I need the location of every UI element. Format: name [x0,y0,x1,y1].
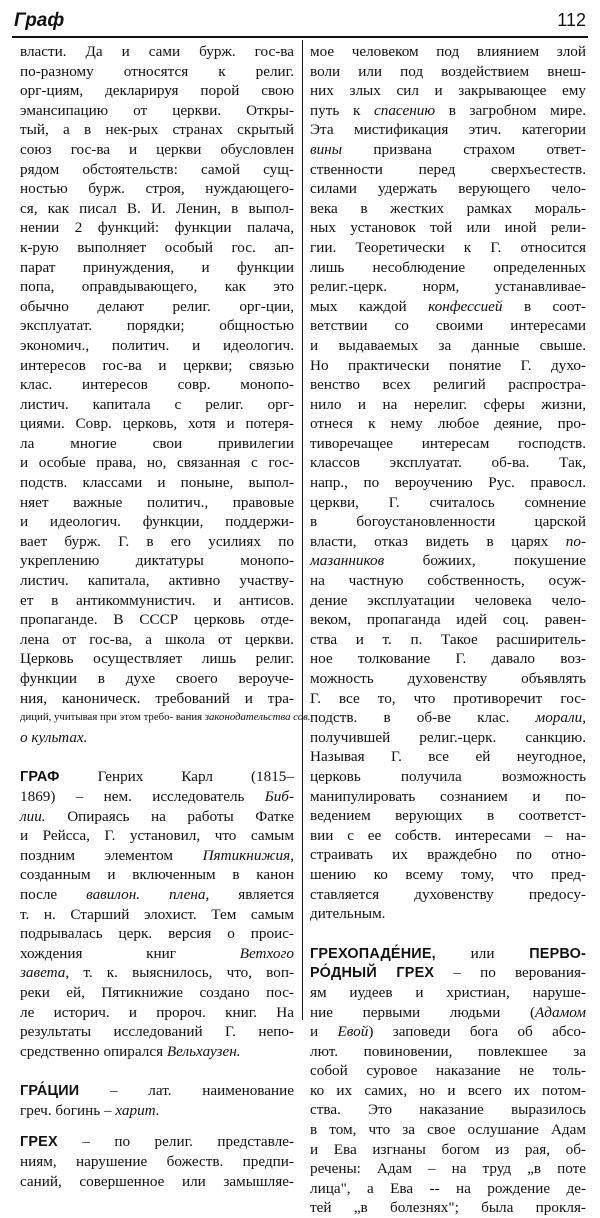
text-line: созданным и включенным в канон [20,866,294,884]
text-line: вает бурж. Г. в его усилиях по [20,532,294,550]
text-line: путь к спасению в загробном мире. [310,101,587,119]
text-line: страивать их враждебно по отно- [310,846,586,864]
text-line: нении 2 функций: функции палача, [20,219,294,237]
right-column [310,42,586,1218]
headword: ГРЕХОПАДЕ́НИЕ, [310,945,436,962]
text-line: эмансипацию от церкви. Откры- [20,101,294,119]
text-line: 1869) – нем. исследователь Биб- [20,787,294,805]
text-line: и Рейсса, Г. установил, что самым [20,827,294,845]
text-line: ностью бурж. строя, нуждающего- [20,180,294,198]
text-line: можность духовенству объявлять [310,670,586,687]
headword: ГРА́ЦИИ [20,1083,80,1100]
text-line: и особые права, но, связанная с гос- [20,454,294,472]
text-line: и Ева изгнаны богом из рая, об- [310,1140,586,1158]
text-line: лица", а Ева -- на рождение де- [310,1179,586,1197]
entry-graf [20,767,294,1061]
text-line: греч. богинь – харит. [20,1101,160,1119]
text-line: т. н. Старший элохист. Тем самым [20,905,294,923]
text-line: религ.-церк. норм, устанавливае- [310,278,586,296]
text-line: экономич., политич. и идеологич. [20,336,294,354]
text-line: века в жестких рамках мораль- [310,199,586,217]
text-line: ведением верующих в соответст- [310,807,586,825]
text-line: ГРАФ Генрих Карл (1815– [20,768,294,786]
entry-grekh [20,1132,294,1191]
page-header [14,8,586,34]
text-line: листич. капитала с религ. орг- [20,395,294,413]
text-line: получившей религ.-церк. санкцию. [310,728,586,746]
text-line: ное толкование Г. давало воз- [310,650,586,668]
text-line: ства. Это наказание выразилось [310,1101,586,1119]
text-line: эксплуатат. порядки; общностью [20,317,294,335]
text-line: реки ей, Пятикнижие создано пос- [20,983,294,1001]
text-line: них злых сил и закрывающее ему [310,82,586,100]
text-line: дительным. [310,905,386,923]
text-line: поздним элементом Пятикнижия, [20,846,294,864]
text-line: союз гос-ва и церкви обусловлен [20,140,294,158]
text-line: обычно делают религ. орг-ции, [20,297,294,315]
text-line: РО́ДНЫЙ ГРЕХ – по верования- [310,964,586,982]
text-line: ных установок той или иной рели- [310,219,586,237]
text-line: лют. повиновении, повлекшее за [310,1042,586,1060]
text-line: тиворечащее интересам господств. [310,434,586,452]
text-line: ла многие свои привилегии [20,434,294,452]
text-line: ние первыми людьми (Адамом [310,1003,586,1021]
text-line: и Евой) заповеди бога об абсо- [310,1023,586,1041]
column-divider [302,40,303,1020]
text-line: Эта мистификация этич. категории [310,121,586,139]
text-line: функции в духе своего вероуче- [20,670,294,687]
text-line: средственно опирался Вельхаузен. [20,1042,241,1060]
text-line: клас. интересов совр. монопо- [20,376,294,394]
running-title: Граф [14,10,65,31]
text-line: и выдаваемых за данные свыше. [310,336,586,354]
text-line: подств. классами и поныне, выпол- [20,474,294,492]
text-line: ет в антикоммунистич. и антисов. [20,591,294,609]
text-line: и идеологич. функции, поддержи- [20,513,294,531]
text-line: хождения книг Ветхого [20,944,294,962]
text-line: после вавилон. плена, является [20,885,295,903]
text-line: Церковь осуществляет лишь религ. [20,650,294,668]
text-line: собой суровое наказание не толь- [310,1062,586,1080]
text-line: результаты исследований Г. непо- [20,1023,294,1041]
text-line: церковь получила возможность [310,767,586,785]
text-line: ся, как писал В. И. Ленин, в выпол- [20,199,294,217]
text-line: ства и т. п. Такое расширитель- [310,630,586,648]
text-line: рядом обстоятельств: самой сущ- [20,160,294,178]
text-line: ГРА́ЦИИ – лат. наименование [20,1082,294,1100]
left-column [20,42,311,1191]
headword: ГРАФ [20,769,60,786]
text-line: попа, оправдывающего, как это [20,278,294,296]
text-line: укреплению диктатуры монопо- [20,552,294,570]
text-line: ветствии со своими интересами [310,317,586,335]
text-line: лии. Опираясь на работы Фатке [20,807,294,825]
text-line: власти, отказ видеть в царях по- [310,532,587,550]
text-line: тый, а в нек-рых странах скрытый [20,121,294,139]
text-line: Но практически понятие Г. духо- [310,356,586,374]
text-line: церкви, Г. считалось сомнение [310,493,586,511]
text-line: подств. в об-ве клас. морали, [310,709,587,727]
text-line: речены: Адам – на труд „в поте [310,1160,586,1178]
text-line: ям иудеев и христиан, наруше- [310,983,586,1001]
text-line: шению ко всему тому, что пред- [310,865,586,883]
text-line: Г. все то, что противоречит гос- [310,689,586,707]
text-line: мых каждой конфессией в соот- [310,297,586,315]
text-line: ниям, нарушение божеств. предпи- [20,1153,294,1171]
text-line: ГРЕХОПАДЕ́НИЕ, или ПЕРВО- [310,944,586,962]
text-line: ставляется духовенству предосу- [310,885,586,903]
text-line: отнеся к нему любое деяние, про- [310,415,586,433]
text-line: ственности перед сверхъестеств. [310,160,586,178]
headword-alt: РО́ДНЫЙ ГРЕХ [310,965,435,982]
text-line: ко их самих, но и всего их потом- [310,1081,586,1099]
text-line: в том, что за свое ослушание Адам [310,1121,586,1139]
text-line: пропаганде. В СССР церковь отде- [20,611,294,629]
text-line: завета, т. к. выяснилось, что, воп- [20,964,295,982]
page-number: 112 [557,10,586,30]
text-line: гии. Теоретически к Г. относится [310,238,586,256]
text-line: листич. капитала, активно участву- [20,572,294,590]
text-line: воли или под воздействием внеш- [310,62,586,80]
text-line: венство всех религий распростра- [310,376,586,394]
text-line: силами удержать верующего чело- [310,180,586,198]
header-rule [12,36,588,38]
text-line: ле историч. и пророч. книг. На [20,1003,294,1021]
text-line: мое человеком под влиянием злой [310,43,586,60]
text-line: лишь несоблюдение определенных [310,258,586,276]
text-line: к-рую выполняет особый гос. ап- [20,238,294,256]
text-line: дение эксплуатации человека чело- [310,591,586,609]
text-line: вии с ее собств. интересами – на- [310,826,586,844]
text-line: Называя Г. все ей неугодное, [310,748,586,766]
text-line: парат принуждения, и функции [20,258,294,276]
text-line: няет важные политич., правовые [20,493,294,511]
text-line: власти. Да и сами бурж. гос-ва [20,43,294,60]
text-line: подрывалась церк. версия о проис- [20,925,294,943]
text-line: мазанников божиих, покушение [310,552,586,570]
text-line: тей „в болезнях"; была прокля- [310,1199,586,1217]
text-line: в богоустановленности царской [310,513,586,531]
text-line: классов эксплуатат. об-ва. Так, [310,454,586,472]
entry-gosudarstvo-continuation [20,42,311,747]
entry-gratsii [20,1081,294,1120]
headword: ГРЕХ [20,1134,58,1151]
text-line: нило и на нерелиг. сферы жизни, [310,395,586,413]
text-line: циями. Совр. церковь, хотя и потеря- [20,415,294,433]
text-line: интересов гос-ва и церкви; связью [20,356,294,374]
text-line: ГРЕХ – по религ. представле- [20,1133,295,1151]
headword-alt: ПЕРВО- [529,945,586,962]
entry-grekh-continuation [310,42,586,924]
text-line: о культах. [20,728,88,746]
text-line: саний, совершенное или замышляе- [20,1172,294,1190]
text-line: орг-циям, декларируя порой свою [20,82,294,100]
text-line: ния, каноническ. требований и тра- [20,689,294,707]
text-line: веком, пропаганда идей соц. равен- [310,611,586,629]
text-line: вины призвана страхом ответ- [310,140,586,158]
text-line: лена от гос-ва, а школа от церкви. [20,630,294,648]
text-line: диций, учитывая при этом требо- вания законодательства сов. [20,711,311,724]
text-line: напр., по вероучению Рус. правосл. [310,474,586,492]
text-line: по-разному относятся к религ. [20,62,294,80]
text-line: манипулировать сознанием и по- [310,787,586,805]
entry-grehopadenie [310,944,586,1218]
text-line: на частную собственность, осуж- [310,572,586,590]
